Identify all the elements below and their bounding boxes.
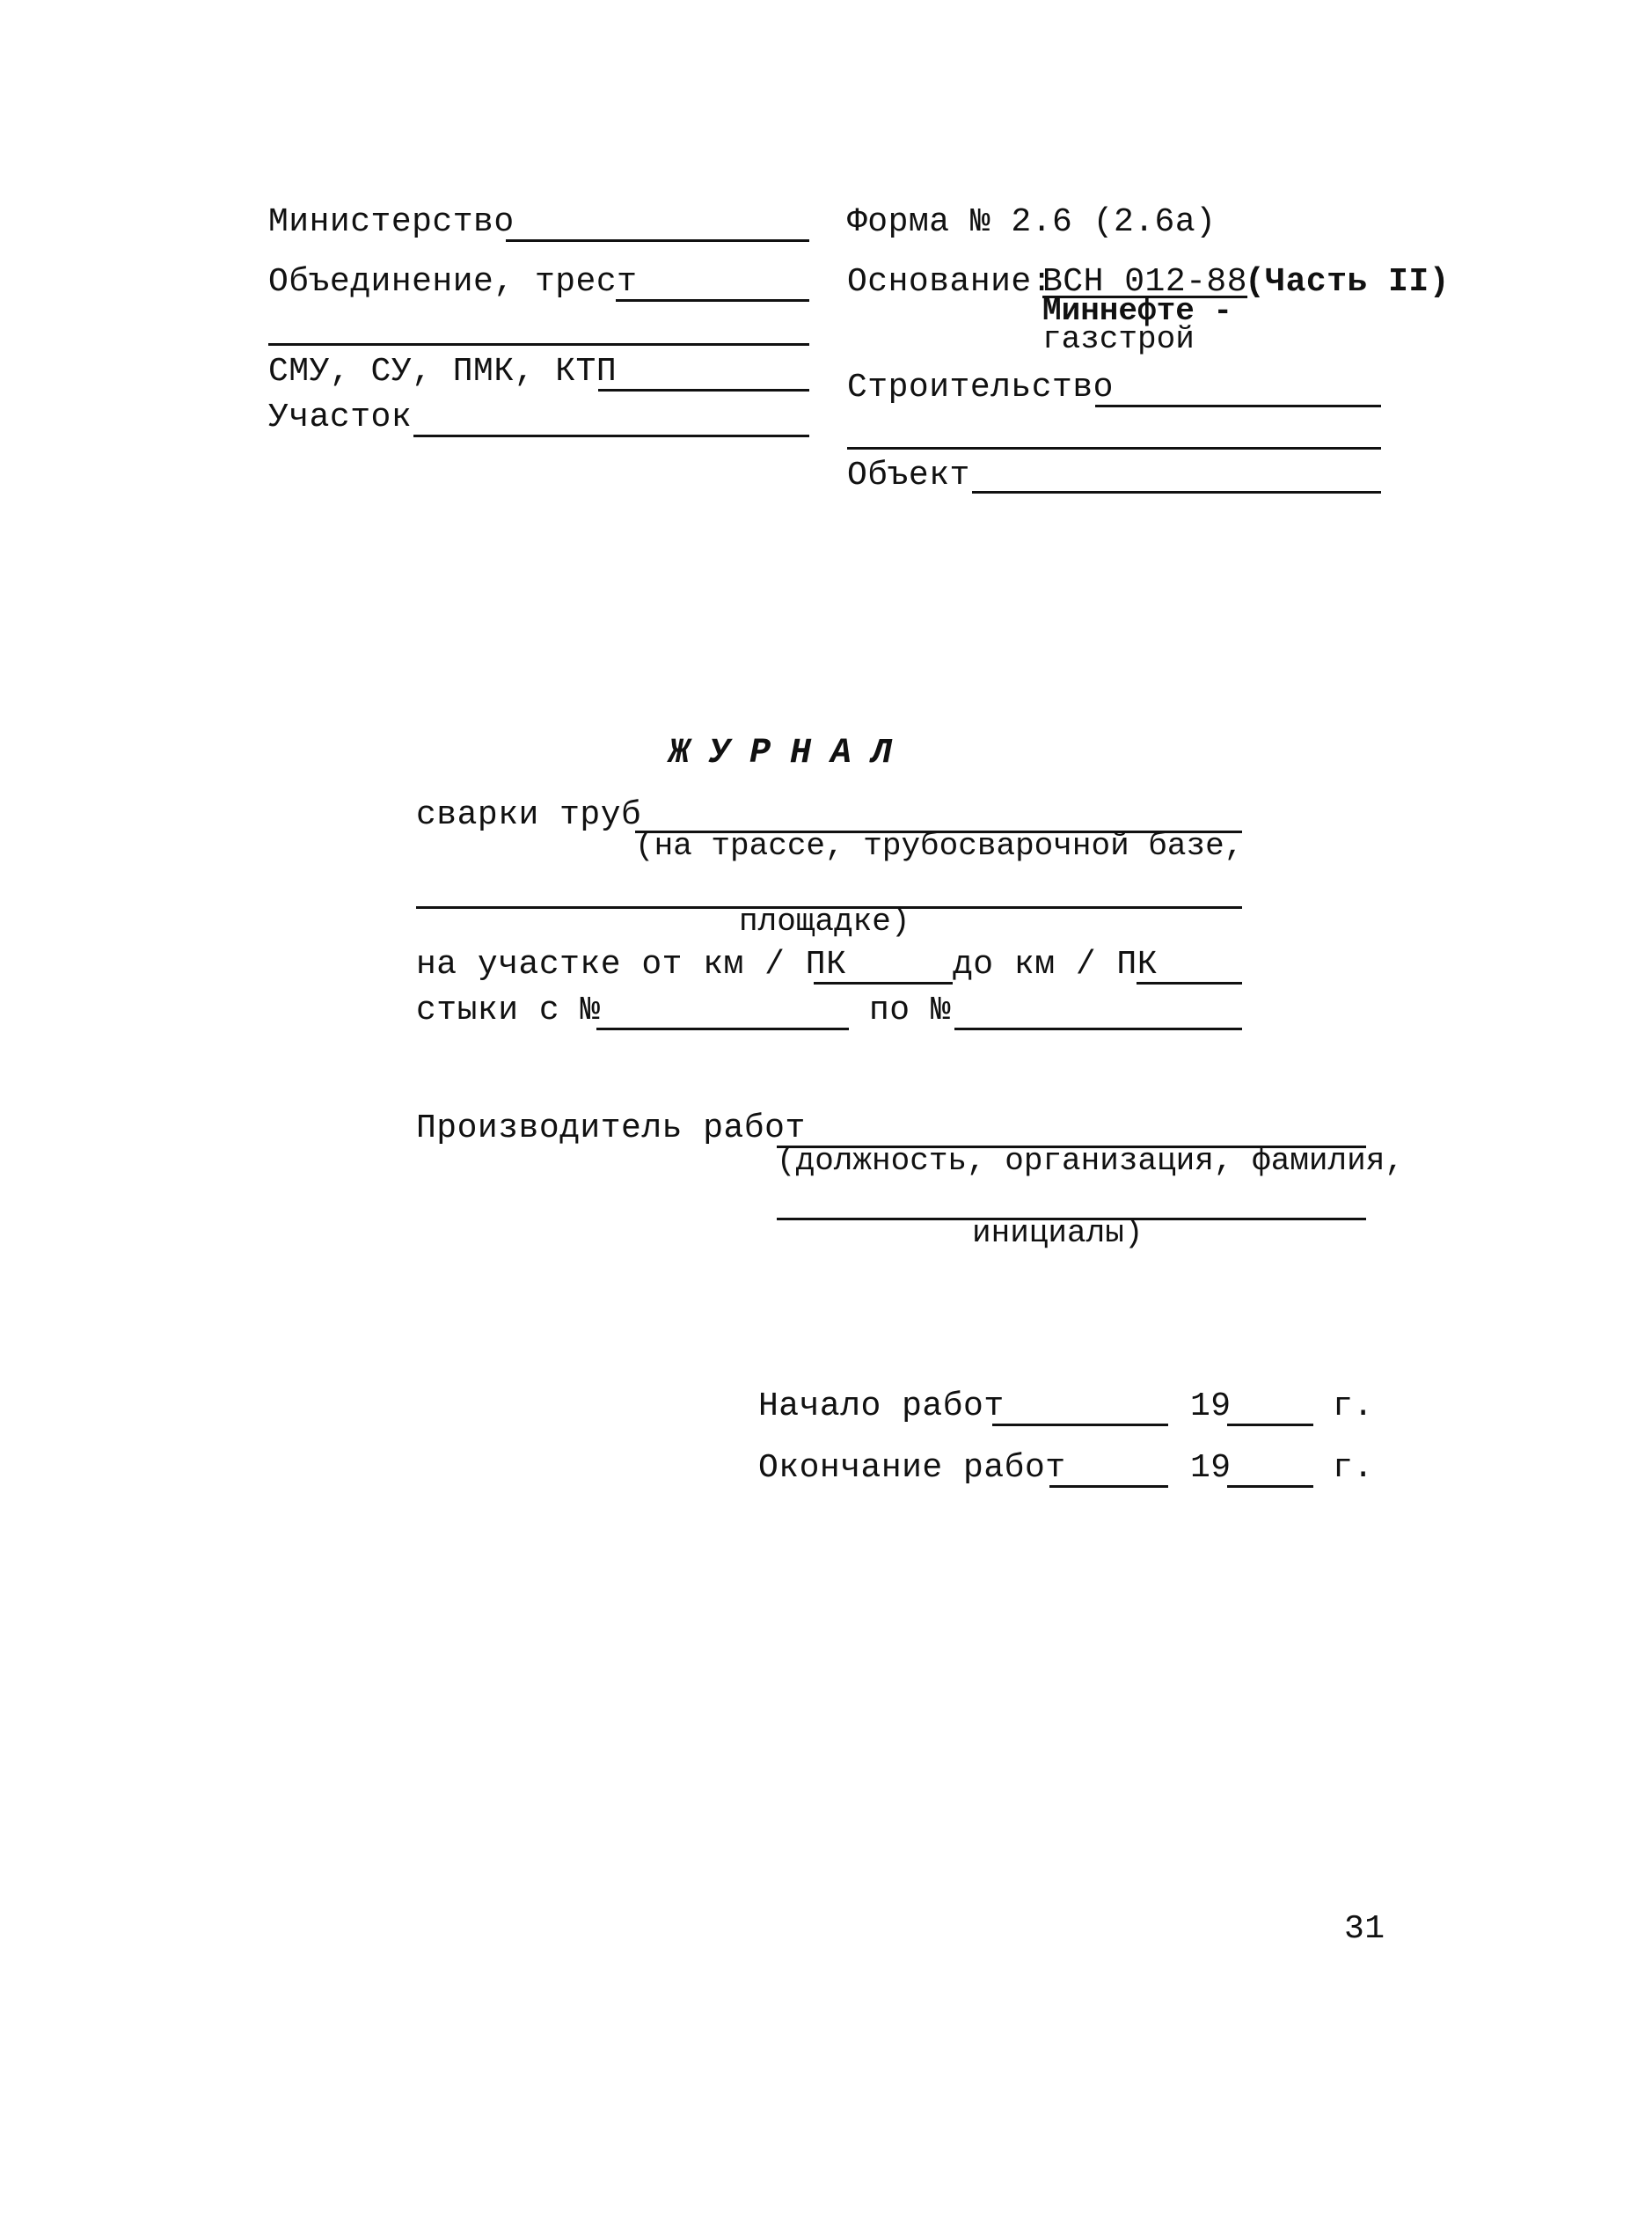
page-number: 31 [1344, 1910, 1385, 1948]
supervisor-hint-1: (должность, организация, фамилия, [777, 1143, 1404, 1179]
basis-doc: ВСН 012-88 [1042, 263, 1248, 301]
end-label: Окончание работ [758, 1449, 1066, 1487]
org-label: СМУ, СУ, ПМК, КТП [268, 353, 618, 391]
basis-org-line1: Миннефте - [1042, 293, 1233, 329]
form-number: Форма № 2.6 (2.6а) [847, 203, 1217, 241]
segment-to-field[interactable] [1137, 982, 1242, 985]
section-field[interactable] [413, 435, 809, 437]
joints-to-field[interactable] [954, 1028, 1242, 1030]
ministry-label: Министерство [268, 203, 515, 241]
association-field[interactable] [616, 299, 809, 302]
construction-field-continued[interactable] [847, 447, 1381, 450]
welding-label: сварки труб [416, 796, 642, 834]
start-date-field[interactable] [992, 1424, 1168, 1426]
start-year-suffix: г. [1333, 1387, 1374, 1425]
ministry-field[interactable] [506, 239, 809, 242]
supervisor-label: Производитель работ [416, 1109, 806, 1147]
end-century: 19 [1190, 1449, 1232, 1487]
segment-to-label: до км / ПК [953, 946, 1159, 984]
start-century: 19 [1190, 1387, 1232, 1425]
object-field[interactable] [972, 491, 1381, 494]
welding-hint-2: площадке) [739, 904, 910, 940]
segment-from-field[interactable] [814, 982, 953, 985]
construction-field[interactable] [1095, 405, 1381, 407]
joints-to-label: по № [869, 992, 952, 1029]
start-label: Начало работ [758, 1387, 1005, 1425]
welding-hint-1: (на трассе, трубосварочной базе, [635, 828, 1244, 864]
end-date-field[interactable] [1049, 1485, 1168, 1488]
association-label: Объединение, трест [268, 263, 638, 301]
association-field-continued[interactable] [268, 343, 809, 346]
segment-from-label: на участке от км / ПК [416, 946, 847, 984]
object-label: Объект [847, 457, 970, 494]
basis-label: Основание: [847, 263, 1053, 301]
joints-from-label: стыки с № [416, 992, 601, 1029]
basis-part: (Часть II) [1245, 263, 1451, 301]
journal-title: ЖУРНАЛ [669, 734, 912, 773]
joints-from-field[interactable] [596, 1028, 849, 1030]
supervisor-hint-2: инициалы) [972, 1215, 1144, 1251]
section-label: Участок [268, 399, 413, 436]
construction-label: Строительство [847, 369, 1114, 406]
org-field[interactable] [598, 389, 809, 392]
start-year-field[interactable] [1227, 1424, 1313, 1426]
basis-org-line2: газстрой [1042, 321, 1195, 357]
end-year-suffix: г. [1333, 1449, 1374, 1487]
end-year-field[interactable] [1227, 1485, 1313, 1488]
